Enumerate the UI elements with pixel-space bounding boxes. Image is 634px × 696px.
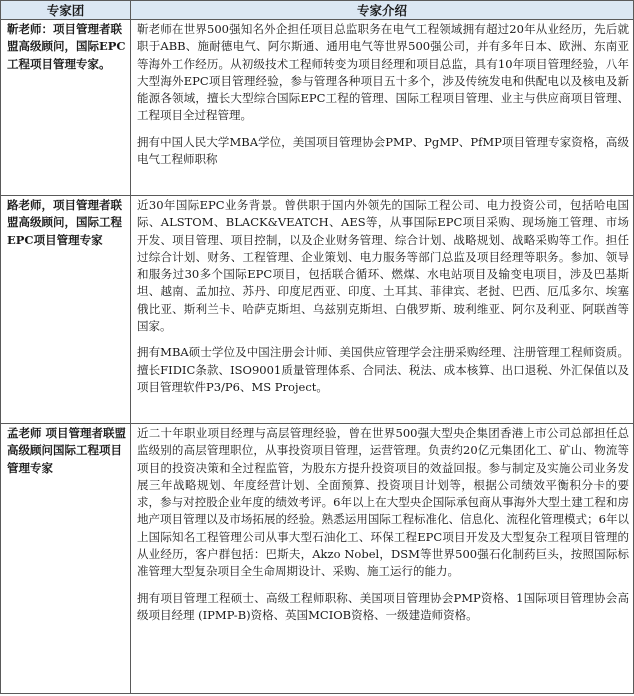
expert-intro [131, 196, 634, 424]
intro-paragraph: 拥有项目管理工程硕士、高级工程师职称、美国项目管理协会PMP资格、1国际项目管理协会高级项目经理 (IPMP-B)资格、英国MCIOB资格、一级建造师资格。 [137, 590, 629, 622]
expert-intro [131, 424, 634, 694]
intro-paragraph: 近30年国际EPC业务背景。曾供职于国内外领先的国际工程公司、电力投资公司，包括哈电国际、ALSTOM、BLACK&VEATCH、AES等，从事国际EPC项目采购、现场施工管理、市场开发、项目管理、项目控制，以及企业财务管理、综合计划、战略规划、战略采购等工作。担任过综合计划、财务、工程管理、企业策划、电力服务等部门总监及项目经理等职务。参加、领导和服务过30多个国际EPC项目，包括联合循环、燃煤、水电站项目及输变电项目，涉及巴基斯坦、越南、孟加拉、苏丹、印度尼西亚、印度、土耳其、菲律宾、老挝、巴西、厄瓜多尔、埃塞俄比亚、斯利兰卡、哈萨克斯坦、乌兹别克斯坦、白俄罗斯、玻利维亚、阿尔及利亚、阿联酋等国家。 [137, 198, 629, 334]
expert-name: 路老师，项目管理者联盟高级顾问，国际工程EPC项目管理专家 [1, 196, 131, 424]
intro-paragraph: 近二十年职业项目经理与高层管理经验，曾在世界500强大型央企集团香港上市公司总部担任总监级别的高层管理职位，从事投资项目管理，运营管理。负责约20亿元集团化工、矿山、物流等项目的投资决策和全过程监管，为股东方提升投资项目的效益回报。参与制定及实施公司业务发展三年战略规划、年度经营计划、全面预算、投资项目计划等，根据公司绩效平衡积分卡的要求，参与对控股企业年度的绩效考评。6年以上在大型央企国际承包商从事海外大型土建工程和房地产项目管理以及市场拓展的经验。熟悉运用国际工程标准化、信息化、流程化管理模式；6年以上国际知名工程管理公司从事大型石油化工、环保工程EPC项目开发及大型复杂工程项目管理的从业经历，客户群包括：巴斯夫，Akzo Nobel，DSM等世界500强石化制药巨头，按照国际标准管理大型复杂项目全生命周期设计、采购、施工运行的能力。 [137, 426, 629, 579]
expert-intro [131, 20, 634, 196]
intro-paragraph: 拥有MBA硕士学位及中国注册会计师、美国供应管理学会注册采购经理、注册管理工程师资质。擅长FIDIC条款、ISO9001质量管理体系、合同法、税法、成本核算、出口退税、外汇保值以及项目管理软件P3/P6、MS Project。 [137, 345, 629, 394]
intro-paragraph: 拥有中国人民大学MBA学位，美国项目管理协会PMP、PgMP、PfMP项目管理专家资格，高级电气工程师职称 [137, 134, 629, 167]
header-expert-intro: 专家介绍 [131, 1, 634, 20]
expert-name: 靳老师：项目管理者联盟高级顾问，国际EPC工程项目管理专家。 [1, 20, 131, 196]
table-row [1, 20, 634, 196]
header-expert-team: 专家团 [1, 1, 131, 20]
intro-paragraph: 靳老师在世界500强知名外企担任项目总监职务在电气工程领域拥有超过20年从业经历，先后就职于ABB、施耐德电气、阿尔斯通、通用电气等世界500强公司，并有多年日本、欧洲、东南亚等海外工作经历。从初级技术工程师转变为项目经理和项目总监，具有10年项目管理经验，八年大型海外EPC项目管理经验，参与管理各种项目五十多个，涉及传统发电和供配电以及核电及新能源各领域，擅长大型综合国际EPC工程的管理、国际工程项目管理、业主与供应商项目管理、工程项目全过程管理。 [137, 22, 629, 123]
expert-name: 孟老师 项目管理者联盟高级顾问国际工程项目管理专家 [1, 424, 131, 694]
table-row [1, 196, 634, 424]
table-header-row [1, 1, 634, 20]
table-row [1, 424, 634, 694]
